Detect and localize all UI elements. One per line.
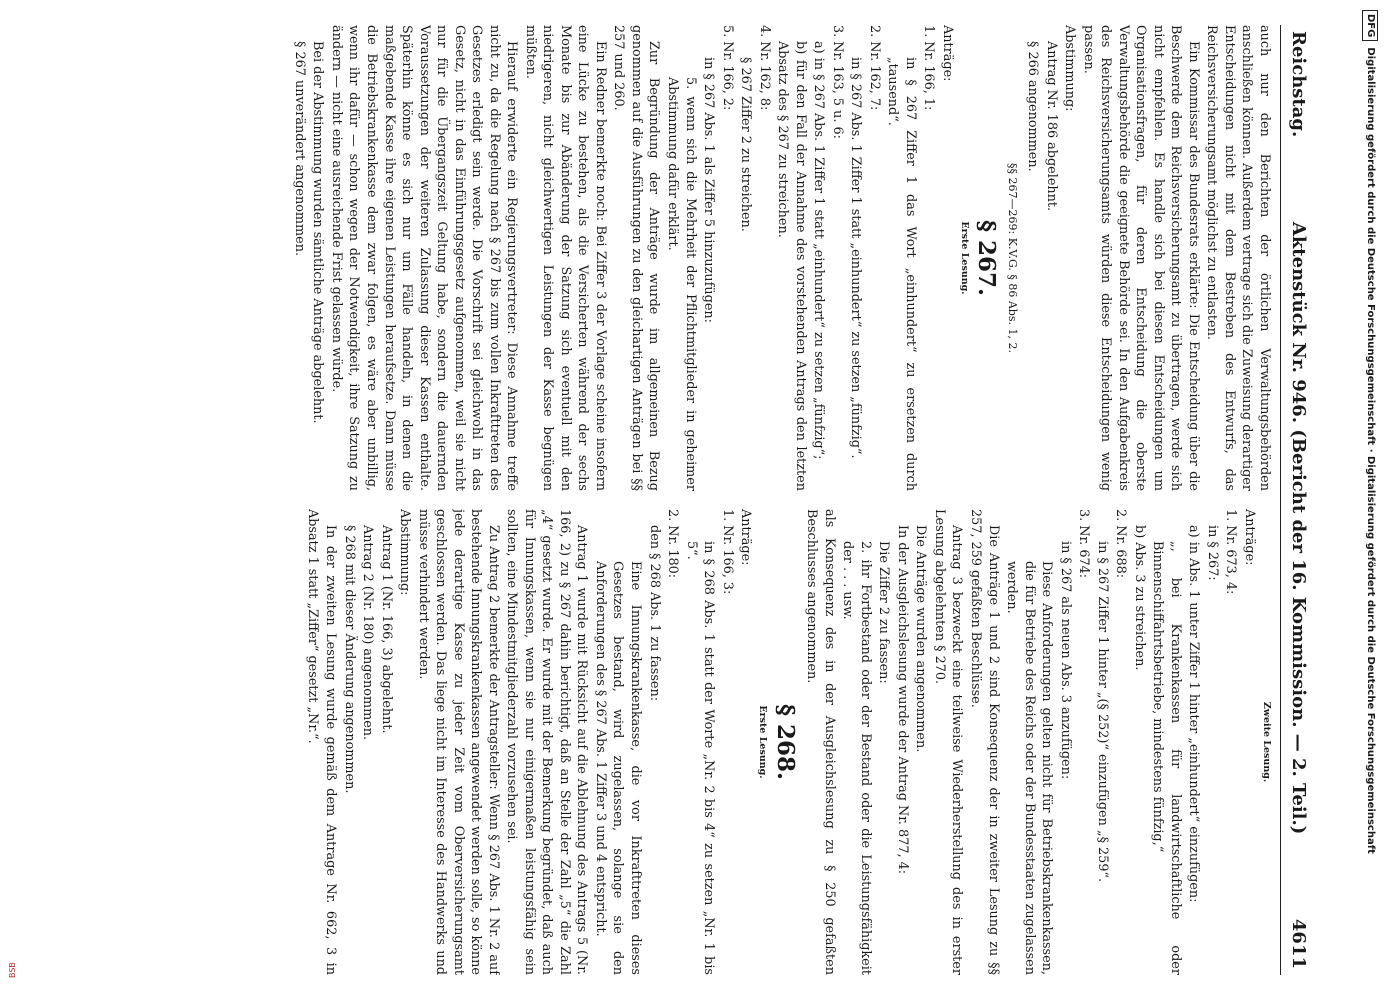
subsection-heading: Erste Lesung. xyxy=(757,705,769,779)
paragraph: Ein Kommissar des Bundesrats erklärte: Die Entscheidung über die Beschwerde dem Reichsversicherungsamt zu übertragen, werde sich nicht empfehlen. Es handle sich bei diesen Entscheidungen um Organisationsfragen, für deren Entscheidung die oberste Verwaltungsbehörde die geeignete Behörde sei. In den Aufgabenkreis des Reichsversicherungsamts würden diese Entscheidungen wenig passen. xyxy=(1080,25,1201,491)
paragraph: Die Anträge 1 und 2 sind Konsequenz der in zweiter Lesung zu §§ 257, 259 gefaßten Beschlüsse. xyxy=(968,509,1001,975)
paragraph: Zu Antrag 2 bemerkte der Antragsteller: Wenn § 267 Abs. 1 Nr. 2 auf bestehende Innungskrankenkassen angewendet werden solle, so könne jede derartige Kasse zu jeder Zeit vom Oberversicherungsamt geschlossen werden. Das liege nicht im Interesse des Handwerks und müsse verhindert werden. xyxy=(415,509,501,975)
paragraph: Bei der Abstimmung wurden sämtliche Anträge abgelehnt. xyxy=(310,41,326,424)
paragraph: Antrag 1 wurde mit Rücksicht auf die Ablehnung des Antrags 5 (Nr. 166, 2) zu § 267 dahin berichtigt, daß an Stelle der Zahl „5“ die Zahl „4“ gesetzt wurde. Er wurde mit der Bemerkung begründet, daß auch für Innungskassen, wenn sie nur einigermaßen leistungsfähig sein sollten, eine Mindestmitgliederzahl vorzusehen sei. xyxy=(504,509,590,975)
paragraph: Anträge: xyxy=(738,509,754,566)
page-header xyxy=(1280,25,1317,975)
paragraph: Zur Begründung der Anträge wurde im allgemeinen Bezug genommen auf die Ausführungen zu den gleichartigen Anträgen bei §§ 257 und 260. xyxy=(611,25,662,491)
paragraph: 1. Nr. 166, 1: xyxy=(921,25,937,111)
paragraph: Hierauf erwiderte ein Regierungsvertreter: Diese Annahme treffe nicht zu, da die Regelung nach § 267 bis zum vollen Inkrafttreten des Gesetzes erledigt sein werde. Die Vorschrift sei gleichwohl in das Gesetz, nicht in das Einführungsgesetz aufgenommen, weil sie nicht nur für die Übergangszeit Geltung habe, sondern die dauernden Voraussetzungen der weiteren Zulassung dieser Kassen enthalte. Späterhin könne es sich nur um Fälle handeln, in denen die maßgebende Kasse ihre eigenen Leistungen heraufsetze. Dann müsse die Betriebskrankenkasse dem zwar folgen, es wäre aber unbillig, wenn ihr dafür — schon wegen der Notwendigkeit, ihre Satzung zu ändern — nicht eine ausreichende Frist gelassen würde. xyxy=(328,25,520,491)
paragraph: In der Ausgleichslesung wurde der Antrag Nr. 877, 4: xyxy=(894,525,910,875)
subsection-heading: Zweite Lesung. xyxy=(1261,701,1272,783)
document-page xyxy=(67,25,1317,975)
paragraph: Abstimmung: xyxy=(397,509,413,596)
paragraph: 1. Nr. 673, 4: xyxy=(1223,509,1239,595)
paragraph: als Konsequenz des in der Ausgleichslesung zu § 250 gefaßten Beschlusses angenommen. xyxy=(804,509,837,975)
right-column xyxy=(67,509,1273,975)
header-title: Aktenstück Nr. 946. (Bericht der 16. Kommission. — 2. Teil.) xyxy=(1288,221,1310,835)
corner-mark: BSB xyxy=(8,962,17,978)
paragraph: § 267 unverändert angenommen. xyxy=(291,41,307,257)
paragraph: a) in Abs. 1 unter Ziffer 1 hinter „einhundert“ einzufügen: xyxy=(1186,525,1202,903)
page-number: 4611 xyxy=(1288,918,1310,969)
paragraph: In der zweiten Lesung wurde gemäß dem Antrage Nr. 662, 3 in Absatz 1 statt „Ziffer“ gesetzt „Nr.“. xyxy=(305,509,338,975)
dfg-logo: DFG xyxy=(1362,10,1378,41)
paragraph: in § 267 als neuen Abs. 3 anzufügen: xyxy=(1057,541,1073,780)
paragraph: den § 268 Abs. 1 zu fassen: xyxy=(646,525,662,702)
paragraph: Antrag 1 (Nr. 166, 3) abgelehnt. xyxy=(378,525,394,734)
text-columns xyxy=(67,25,1273,975)
paragraph: § 267 Ziffer 2 zu streichen. xyxy=(738,57,754,232)
paragraph: 2. Nr. 688: xyxy=(1113,509,1129,579)
paragraph: 5. Nr. 166, 2: xyxy=(719,25,735,111)
paragraph: Die Ziffer 2 zu fassen: xyxy=(876,541,892,684)
paragraph: §§ 267—269: K.V.G. § 86 Abs. 1, 2. xyxy=(1005,163,1019,353)
paragraph: Abstimmung: xyxy=(1062,25,1078,112)
paragraph: Die Anträge wurden angenommen. xyxy=(913,525,929,753)
paragraph: Antrag 2 (Nr. 180) angenommen. xyxy=(360,525,376,741)
digitization-credit xyxy=(1361,10,1379,990)
paragraph: § 266 angenommen. xyxy=(1025,41,1041,172)
paragraph: 3. Nr. 163, 5 u. 6: xyxy=(829,25,845,139)
paragraph: 2. Nr. 180: xyxy=(665,509,681,579)
paragraph: Anträge: xyxy=(940,25,955,82)
credit-text: Digitalisierung gefördert durch die Deutsche Forschungsgemeinschaft · Digitalisierung gefördert durch die Deutsche Forschungsgemeinschaft xyxy=(1365,47,1376,854)
paragraph: b) für den Fall der Annahme des vorstehenden Antrags den letzten Absatz des § 267 zu streichen. xyxy=(775,41,808,491)
paragraph: 1. Nr. 166, 3: xyxy=(719,509,735,595)
paragraph: Anträge: xyxy=(1242,509,1257,566)
paragraph: a) in § 267 Abs. 1 Ziffer 1 statt „einhundert“ zu setzen „fünfzig“; xyxy=(811,41,827,460)
paragraph: Diese Anforderungen gelten nicht für Betriebskrankenkassen, die für Betriebe des Reichs oder der Bundesstaaten zugelassen werden. xyxy=(1004,561,1055,975)
section-heading: § 268. xyxy=(771,703,799,781)
paragraph: „, bei Krankenkassen für landwirtschaftliche oder Binnenschiffahrtsbetriebe, mindestens fünfzig,“ xyxy=(1150,541,1183,975)
paragraph: 5. wenn sich die Mehrheit der Pflichtmitglieder in geheimer Abstimmung dafür erklärt. xyxy=(665,77,698,491)
paragraph: in § 267: xyxy=(1204,525,1220,581)
paragraph: § 268 mit dieser Änderung angenommen. xyxy=(341,525,357,794)
paragraph: 2. Nr. 162, 7: xyxy=(866,25,882,111)
paragraph: b) Abs. 3 zu streichen. xyxy=(1131,525,1147,671)
paragraph: Ein Redner bemerkte noch: Bei Ziffer 3 der Vorlage scheine insofern eine Lücke zu bestehen, als die Versicherten während der sechs Monate bis zur Abänderung der Satzung sich eventuell mit den niedrigeren, nicht gleichwertigen Leistungen der Kasse begnügen müßten. xyxy=(522,25,608,491)
paragraph: auch nur den Berichten der örtlichen Verwaltungsbehörden anschließen können. Außerdem vertrage sich die Zuweisung derartiger Entscheidungen nicht mit dem Bestreben des Entwurfs, das Reichsversicherungsamt möglichst zu entlasten. xyxy=(1204,25,1272,491)
paragraph: 3. Nr. 674: xyxy=(1076,509,1092,579)
section-heading: § 267. xyxy=(973,219,1001,297)
paragraph: in § 267 Abs. 1 Ziffer 1 statt „einhundert“ zu setzen „fünfzig“. xyxy=(848,57,864,459)
paragraph: 2. ihr Fortbestand oder der Bestand oder die Leistungsfähigkeit der . . . usw. xyxy=(840,541,873,975)
paragraph: in § 267 Ziffer 1 hinter „(§ 252)“ einzufügen „§ 259“. xyxy=(1094,541,1110,883)
paragraph: Antrag Nr. 186 abgelehnt. xyxy=(1043,41,1059,212)
paragraph: 4. Nr. 162, 8: xyxy=(756,25,772,111)
subsection-heading: Erste Lesung. xyxy=(959,221,970,295)
paragraph: in § 268 Abs. 1 statt der Worte „Nr. 2 bis 4“ zu setzen „Nr. 1 bis 5“. xyxy=(683,541,717,975)
header-left: Reichstag. xyxy=(1288,31,1310,138)
paragraph: in § 267 Abs. 1 als Ziffer 5 hinzuzufügen: xyxy=(701,57,717,323)
left-column xyxy=(67,25,1273,491)
paragraph: Antrag 3 bezweckt eine teilweise Wiederherstellung des in erster Lesung abgelehnten § 270. xyxy=(931,509,965,975)
paragraph: Eine Innungskrankenkasse, die vor Inkrafttreten dieses Gesetzes bestand, wird zugelassen, solange sie den Anforderungen des § 267 Abs. 1 Ziffer 3 und 4 entspricht. xyxy=(592,561,644,975)
paragraph: in § 267 Ziffer 1 das Wort „einhundert“ zu ersetzen durch „tausend“. xyxy=(885,57,918,491)
